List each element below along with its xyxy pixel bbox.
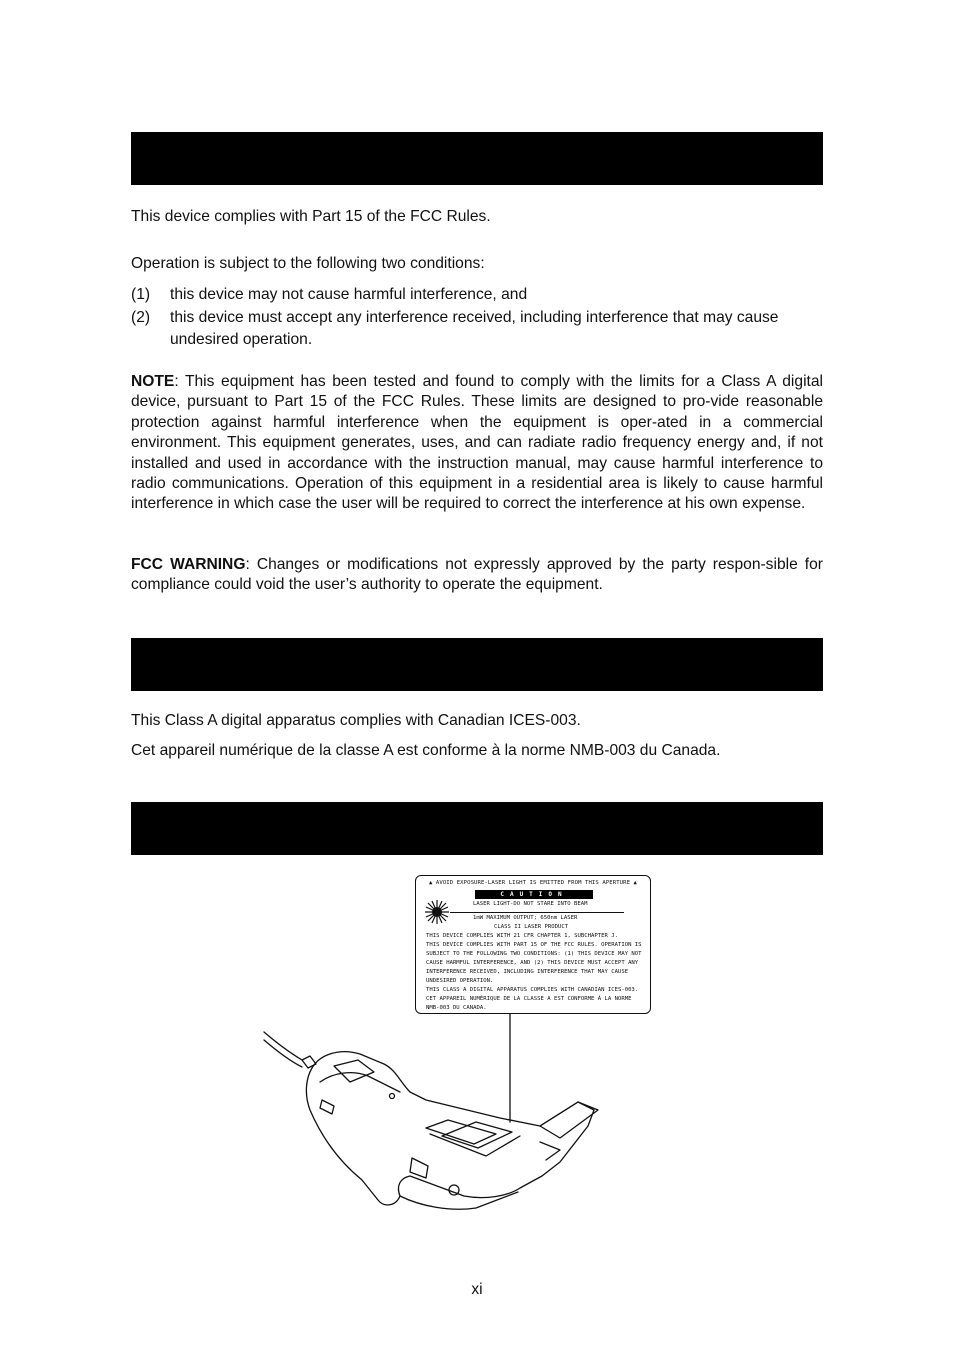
laser-warning-label bbox=[415, 875, 651, 1014]
canada-section-header-bar bbox=[131, 638, 823, 691]
label-body-line: THIS CLASS A DIGITAL APPARATUS COMPLIES WITH CANADIAN ICES-003. bbox=[426, 987, 639, 993]
label-caution-banner: CAUTION bbox=[475, 890, 593, 899]
label-laser-class: CLASS II LASER PRODUCT bbox=[494, 924, 569, 930]
label-aperture-warning: ▲ AVOID EXPOSURE-LASER LIGHT IS EMITTED FROM THIS APERTURE ▲ bbox=[428, 880, 638, 886]
fcc-condition-1 bbox=[131, 284, 823, 306]
fcc-warning-paragraph bbox=[131, 555, 823, 596]
label-stare-warning: LASER LIGHT-DO NOT STARE INTO BEAM bbox=[473, 901, 588, 907]
label-body-line: SUBJECT TO THE FOLLOWING TWO CONDITIONS: (1) THIS DEVICE MAY NOT bbox=[426, 951, 642, 957]
fcc-condition-2 bbox=[131, 307, 823, 351]
laser-section-header-bar bbox=[131, 802, 823, 855]
label-body-line: CAUSE HARMFUL INTERFERENCE, AND (2) THIS DEVICE MUST ACCEPT ANY bbox=[426, 960, 639, 966]
condition-text: this device may not cause harmful interference, and bbox=[170, 286, 528, 303]
canada-statement-english: This Class A digital apparatus complies with Canadian ICES-003. bbox=[131, 712, 581, 729]
fcc-warning-text: : Changes or modifications not expressly approved by the party respon-sible for compliance could void the user’s authority to operate the equipment. bbox=[131, 556, 823, 594]
condition-text: this device must accept any interference received, including interference that may cause undesired operation. bbox=[170, 309, 779, 348]
label-body-line: INTERFERENCE RECEIVED, INCLUDING INTERFERENCE THAT MAY CAUSE bbox=[426, 969, 629, 975]
note-label: NOTE bbox=[131, 373, 175, 390]
fcc-warning-label: FCC WARNING bbox=[131, 556, 246, 573]
fcc-section-header-bar bbox=[131, 132, 823, 185]
label-body-line: CET APPAREIL NUMÉRIQUE DE LA CLASSE A EST CONFORME À LA NORME bbox=[426, 996, 632, 1002]
fcc-note-paragraph bbox=[131, 372, 823, 515]
fcc-conditions-intro: Operation is subject to the following two conditions: bbox=[131, 255, 485, 272]
handheld-scanner-illustration bbox=[250, 1010, 610, 1225]
label-divider bbox=[450, 912, 624, 913]
label-body-line: THIS DEVICE COMPLIES WITH PART 15 OF THE FCC RULES. OPERATION IS bbox=[426, 942, 642, 948]
fcc-compliance-statement: This device complies with Part 15 of the FCC Rules. bbox=[131, 208, 491, 225]
page-number: xi bbox=[471, 1281, 483, 1298]
label-max-output: 1mW MAXIMUM OUTPUT; 650nm LASER bbox=[473, 915, 578, 921]
condition-number: (1) bbox=[131, 286, 151, 303]
note-text: : This equipment has been tested and found to comply with the limits for a Class A digital device, pursuant to Part 15 of the FCC Rules. These limits are designed to pro-vide reasonable protection against harmful interference when the equipment is oper-ated in a commercial environment. This equipment generates, uses, and can radiate radio frequency energy and, if not installed and used in accordance with the instruction manual, may cause harmful interference to radio communications. Operation of this equipment in a residential area is likely to cause harmful interference in which case the user will be required to correct the interference at his own expense. bbox=[131, 373, 823, 513]
condition-number: (2) bbox=[131, 309, 151, 326]
canada-statement-french: Cet appareil numérique de la classe A est conforme à la norme NMB-003 du Canada. bbox=[131, 742, 721, 759]
label-body-line: UNDESIRED OPERATION. bbox=[426, 978, 494, 984]
label-body-line: NMB-003 DU CANADA. bbox=[426, 1005, 487, 1011]
label-body-line: THIS DEVICE COMPLIES WITH 21 CFR CHAPTER 1, SUBCHAPTER J. bbox=[426, 933, 618, 939]
laser-starburst-icon bbox=[425, 900, 449, 924]
